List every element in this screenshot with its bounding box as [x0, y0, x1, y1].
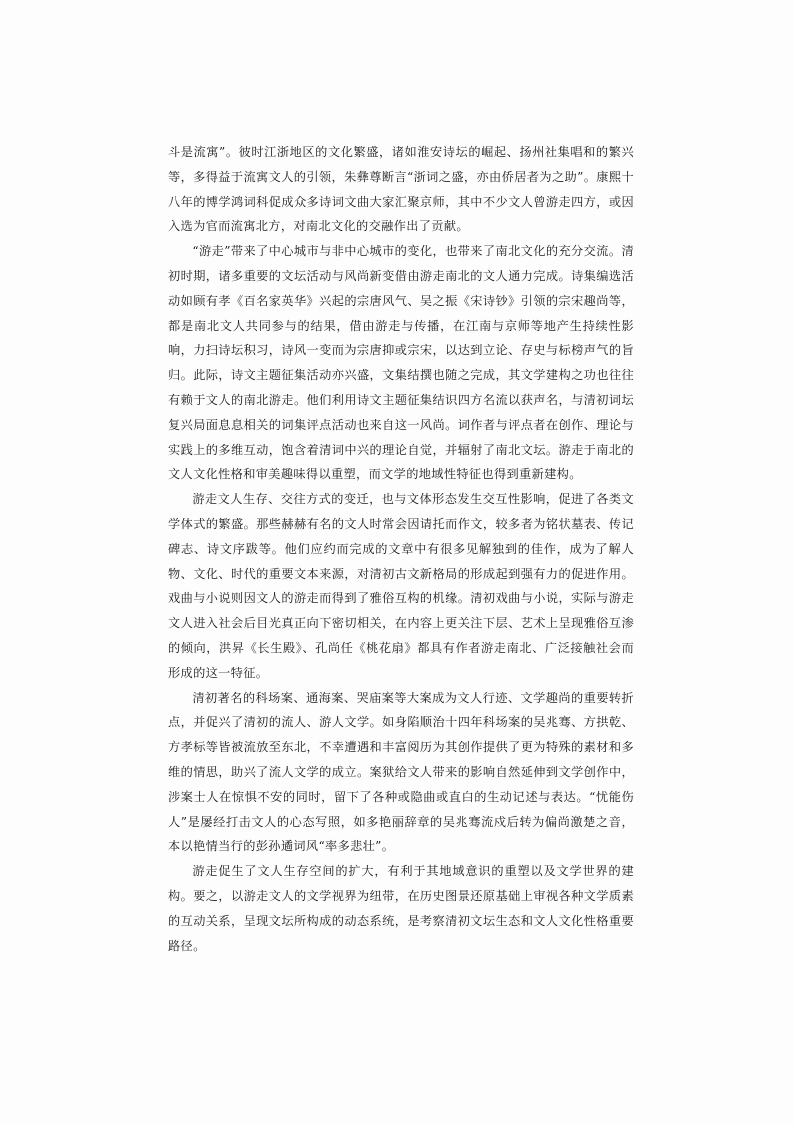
paragraph: 清初著名的科场案、通海案、哭庙案等大案成为文人行迹、文学趣尚的重要转折点，并促兴了清初的流人、游人文学。如身陷顺治十四年科场案的吴兆骞、方拱乾、方孝标等皆被流放至东北，不幸遭遇和丰富阅历为其创作提供了更为特殊的素材和多维的情思，助兴了流人文学的成立。案狱给文人带来的影响自然延伸到文学创作中，涉案士人在惊惧不安的同时，留下了各种或隐曲或直白的生动记述与表达。“忧能伤人”是屡经打击文人的心态写照，如多艳丽辞章的吴兆骞流戍后转为偏尚激楚之音，本以艳情当行的彭孙遹词风“率多悲壮”。 — [168, 690, 634, 854]
article-body — [168, 140, 634, 958]
paragraph-continued: 斗是流寓”。彼时江浙地区的文化繁盛，诸如淮安诗坛的崛起、扬州社集唱和的繁兴等，多得益于流寓文人的引领，朱彝尊断言“浙词之盛，亦由侨居者为之助”。康熙十八年的博学鸿词科促成众多诗词文曲大家汇聚京师，其中不少文人曾游走四方，或因入选为官而流寓北方，对南北文化的交融作出了贡献。 — [168, 145, 634, 234]
paragraph: 游走文人生存、交往方式的变迁，也与文体形态发生交互性影响，促进了各类文学体式的繁盛。那些赫赫有名的文人时常会因请托而作文，较多者为铭状墓表、传记碑志、诗文序跋等。他们应约而完成的文章中有很多见解独到的佳作，成为了解人物、文化、时代的重要文本来源，对清初古文新格局的形成起到强有力的促进作用。戏曲与小说则因文人的游走而得到了雅俗互构的机缘。清初戏曲与小说，实际与游走文人进入社会后目光真正向下密切相关，在内容上更关注下层、艺术上呈现雅俗互渗的倾向，洪昇《长生殿》、孔尚任《桃花扇》都具有作者游走南北、广泛接触社会而形成的这一特征。 — [168, 492, 634, 680]
paragraph: “游走”带来了中心城市与非中心城市的变化，也带来了南北文化的充分交流。清初时期，诸多重要的文坛活动与风尚新变借由游走南北的文人通力完成。诗集编选活动如顾有孝《百名家英华》兴起的宗唐风气、吴之振《宋诗钞》引领的宗宋趣尚等，都是南北文人共同参与的结果，借由游走与传播，在江南与京师等地产生持续性影响，力扫诗坛积习，诗风一变而为宗唐抑或宗宋，以达到立论、存史与标榜声气的旨归。此际，诗文主题征集活动亦兴盛，文集结撰也随之完成，其文学建构之功也往往有赖于文人的南北游走。他们利用诗文主题征集结识四方名流以获声名，与清初词坛复兴局面息息相关的词集评点活动也来自这一风尚。词作者与评点者在创作、理论与实践上的多维互动，饱含着清词中兴的理论自觉，并辐射了南北文坛。游走于南北的文人文化性格和审美趣味得以重塑，而文学的地域性特征也得到重新建构。 — [168, 244, 634, 482]
paragraph: 游走促生了文人生存空间的扩大，有利于其地域意识的重塑以及文学世界的建构。要之，以游走文人的文学视界为纽带，在历史图景还原基础上审视各种文学质素的互动关系，呈现文坛所构成的动态系统，是考察清初文坛生态和文人文化性格重要路径。 — [168, 864, 634, 953]
